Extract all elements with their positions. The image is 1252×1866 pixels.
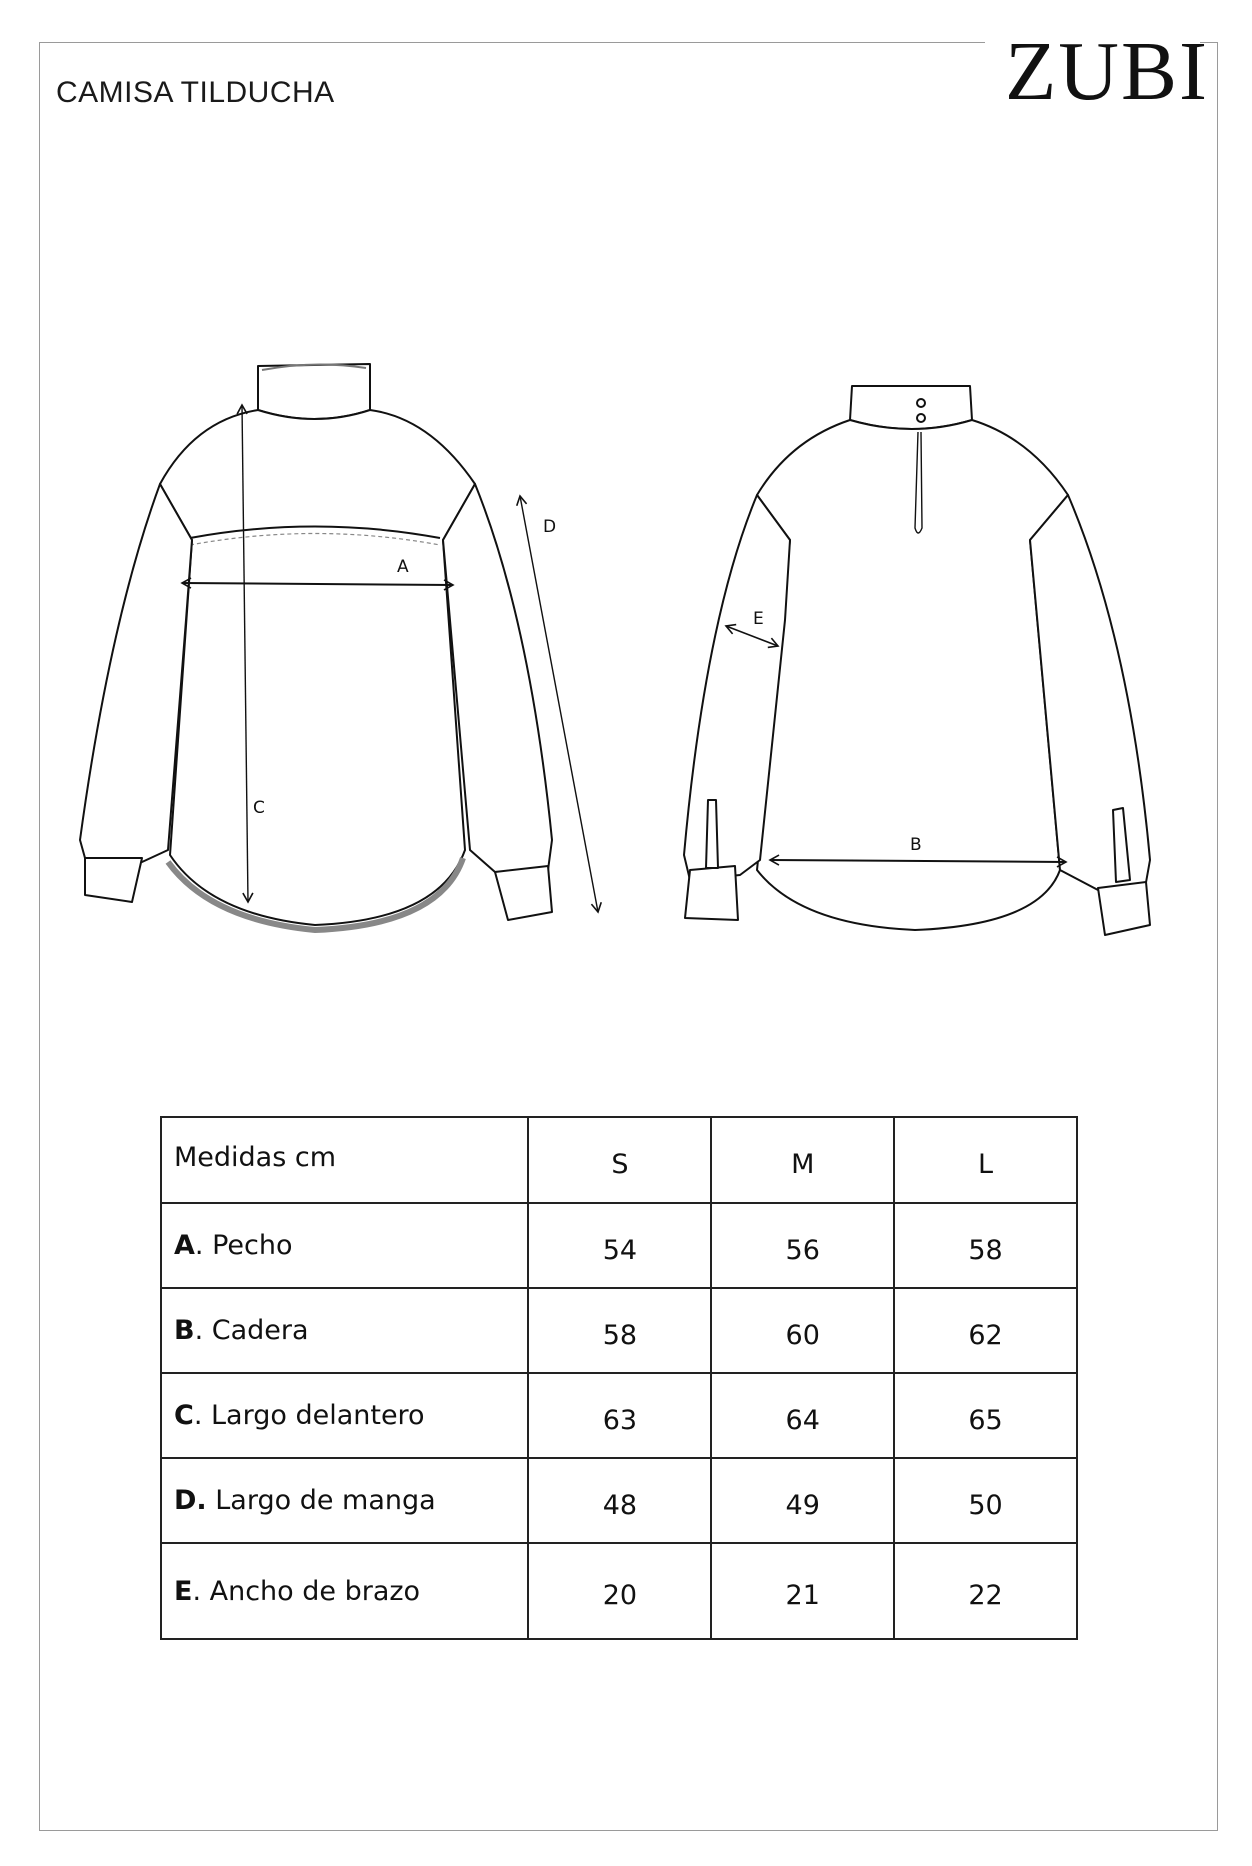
table-cell: 20 xyxy=(528,1543,711,1639)
table-cell: 63 xyxy=(528,1373,711,1458)
table-row xyxy=(161,1458,1077,1543)
size-m-header: M xyxy=(711,1117,894,1203)
document-title: CAMISA TILDUCHA xyxy=(56,76,335,109)
row-name: . Pecho xyxy=(194,1230,293,1261)
size-table xyxy=(160,1116,1078,1640)
table-cell: 62 xyxy=(894,1288,1077,1373)
table-row xyxy=(161,1543,1077,1639)
table-cell: 58 xyxy=(894,1203,1077,1288)
row-name: . Cadera xyxy=(194,1315,309,1346)
label-c: C xyxy=(253,798,265,818)
row-letter: B xyxy=(174,1315,195,1346)
row-letter: A xyxy=(174,1230,195,1261)
front-body xyxy=(160,410,475,925)
back-right-cuff xyxy=(1098,882,1150,935)
label-d: D xyxy=(543,517,557,537)
label-b: B xyxy=(910,835,922,855)
table-cell: 22 xyxy=(894,1543,1077,1639)
back-left-cuff xyxy=(685,866,738,920)
table-row xyxy=(161,1373,1077,1458)
row-letter: E xyxy=(174,1575,193,1607)
size-l-header: L xyxy=(894,1117,1077,1203)
front-left-cuff xyxy=(85,858,142,902)
table-cell: 21 xyxy=(711,1543,894,1639)
front-collar xyxy=(258,364,370,419)
table-row xyxy=(161,1203,1077,1288)
row-letter: D. xyxy=(174,1485,207,1516)
row-name: . Largo delantero xyxy=(193,1400,425,1431)
table-cell: 65 xyxy=(894,1373,1077,1458)
header-label: Medidas cm xyxy=(161,1117,528,1203)
brand-logo: ZUBI xyxy=(1005,25,1209,118)
row-label-pecho xyxy=(161,1203,528,1288)
row-name: . Ancho de brazo xyxy=(192,1575,421,1607)
front-right-cuff xyxy=(495,866,552,920)
row-letter: C xyxy=(174,1400,194,1431)
front-view-drawing xyxy=(80,364,598,930)
table-row xyxy=(161,1288,1077,1373)
table-cell: 50 xyxy=(894,1458,1077,1543)
back-left-placket xyxy=(706,800,718,868)
label-e: E xyxy=(753,609,764,629)
table-cell: 56 xyxy=(711,1203,894,1288)
collar-button-bottom xyxy=(917,414,925,422)
label-a: A xyxy=(397,557,409,577)
table-cell: 60 xyxy=(711,1288,894,1373)
row-label-ancho-de-brazo xyxy=(161,1543,528,1639)
collar-button-top xyxy=(917,399,925,407)
row-name: Largo de manga xyxy=(206,1485,436,1516)
size-s-header: S xyxy=(528,1117,711,1203)
table-cell: 48 xyxy=(528,1458,711,1543)
row-label-cadera xyxy=(161,1288,528,1373)
row-label-largo-delantero xyxy=(161,1373,528,1458)
row-label-largo-de-manga xyxy=(161,1458,528,1543)
table-cell: 54 xyxy=(528,1203,711,1288)
back-collar xyxy=(850,386,972,429)
table-cell: 64 xyxy=(711,1373,894,1458)
table-cell: 58 xyxy=(528,1288,711,1373)
table-cell: 49 xyxy=(711,1458,894,1543)
table-header-row xyxy=(161,1117,1077,1203)
